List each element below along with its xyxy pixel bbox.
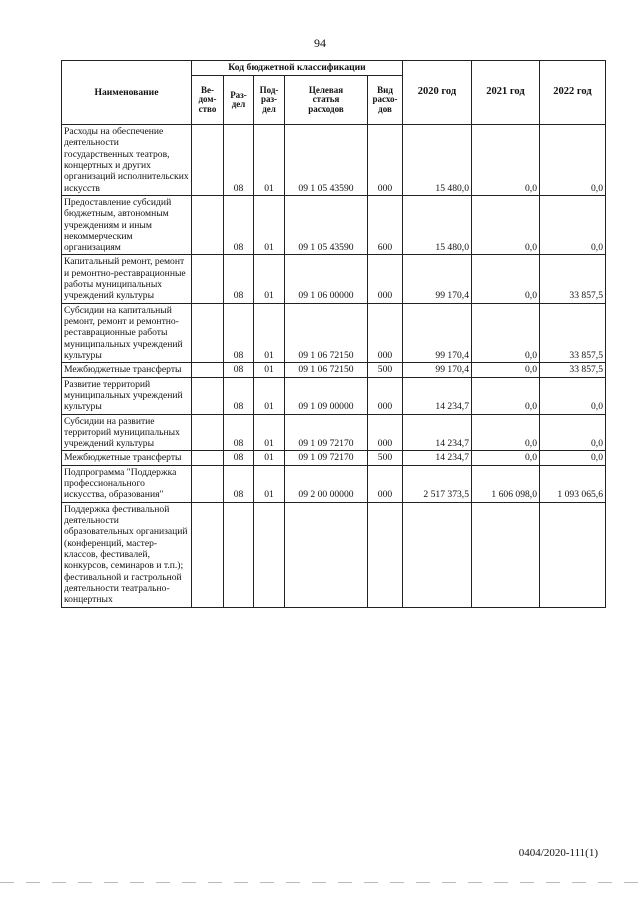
row-2022-cell: 33 857,5 (540, 255, 606, 303)
row-department-cell (192, 363, 224, 377)
row-2022-cell: 0,0 (540, 125, 606, 196)
header-year-2021: 2021 год (472, 61, 540, 125)
table-row (62, 303, 606, 363)
row-2022-cell: 0,0 (540, 451, 606, 465)
row-name-cell: Предоставление субсидий бюджетным, автономным учреждениям и иным некоммерческим организациям (62, 195, 192, 255)
row-expense-type-cell: 000 (368, 303, 403, 363)
row-target-cell: 09 1 09 72170 (285, 414, 368, 451)
row-2022-cell: 33 857,5 (540, 303, 606, 363)
row-name-cell: Межбюджетные трансферты (62, 451, 192, 465)
row-department-cell (192, 195, 224, 255)
row-2022-cell: 0,0 (540, 377, 606, 414)
row-expense-type-cell: 000 (368, 377, 403, 414)
row-expense-type-cell: 600 (368, 195, 403, 255)
row-2021-cell: 1 606 098,0 (472, 465, 540, 502)
row-2020-cell: 15 480,0 (403, 195, 472, 255)
row-expense-type-cell: 500 (368, 451, 403, 465)
row-department-cell (192, 465, 224, 502)
row-subsection-cell: 01 (254, 465, 285, 502)
row-2022-cell: 0,0 (540, 195, 606, 255)
table-row (62, 125, 606, 196)
row-2021-cell: 0,0 (472, 363, 540, 377)
row-2021-cell: 0,0 (472, 414, 540, 451)
row-target-cell: 09 1 06 72150 (285, 303, 368, 363)
row-2020-cell: 99 170,4 (403, 363, 472, 377)
table-row (62, 414, 606, 451)
row-department-cell (192, 451, 224, 465)
row-expense-type-cell: 000 (368, 255, 403, 303)
header-target: Целевая статья расходов (285, 76, 368, 125)
row-subsection-cell: 01 (254, 303, 285, 363)
scan-edge-marks (0, 882, 640, 883)
row-2021-cell: 0,0 (472, 195, 540, 255)
table-row (62, 377, 606, 414)
row-expense-type-cell: 000 (368, 414, 403, 451)
row-2022-cell: 1 093 065,6 (540, 465, 606, 502)
table-header (62, 61, 606, 125)
row-2022-cell (540, 502, 606, 607)
row-subsection-cell (254, 502, 285, 607)
budget-table (61, 60, 606, 608)
row-expense-type-cell: 000 (368, 125, 403, 196)
table-row (62, 465, 606, 502)
row-2020-cell: 14 234,7 (403, 377, 472, 414)
row-2022-cell: 33 857,5 (540, 363, 606, 377)
row-target-cell (285, 502, 368, 607)
header-section: Раз- дел (224, 76, 254, 125)
row-department-cell (192, 377, 224, 414)
row-2021-cell: 0,0 (472, 125, 540, 196)
row-department-cell (192, 125, 224, 196)
row-target-cell: 09 1 09 00000 (285, 377, 368, 414)
row-section-cell: 08 (224, 377, 254, 414)
row-expense-type-cell: 000 (368, 465, 403, 502)
document-code: 0404/2020-111(1) (518, 847, 598, 859)
row-name-cell: Субсидии на развитие территорий муниципальных учреждений культуры (62, 414, 192, 451)
row-subsection-cell: 01 (254, 414, 285, 451)
table-row (62, 502, 606, 607)
table-body (62, 125, 606, 608)
row-name-cell: Межбюджетные трансферты (62, 363, 192, 377)
row-section-cell: 08 (224, 255, 254, 303)
row-department-cell (192, 414, 224, 451)
table-row (62, 255, 606, 303)
row-2020-cell: 2 517 373,5 (403, 465, 472, 502)
row-2021-cell (472, 502, 540, 607)
row-section-cell: 08 (224, 414, 254, 451)
row-department-cell (192, 255, 224, 303)
row-subsection-cell: 01 (254, 125, 285, 196)
row-subsection-cell: 01 (254, 451, 285, 465)
header-name: Наименование (62, 61, 192, 125)
row-name-cell: Подпрограмма "Поддержка профессионального искусства, образования" (62, 465, 192, 502)
table-row (62, 451, 606, 465)
row-subsection-cell: 01 (254, 363, 285, 377)
row-subsection-cell: 01 (254, 195, 285, 255)
row-section-cell (224, 502, 254, 607)
row-name-cell: Поддержка фестивальной деятельности образовательных организаций (конференций, мастер-классов, фестивалей, конкурсов, семинаров и т.п.); фестивальной и гастрольной деятельности театрально-концертных (62, 502, 192, 607)
row-department-cell (192, 303, 224, 363)
row-2021-cell: 0,0 (472, 303, 540, 363)
table-row (62, 195, 606, 255)
row-expense-type-cell (368, 502, 403, 607)
row-name-cell: Развитие территорий муниципальных учреждений культуры (62, 377, 192, 414)
header-department: Ве- дом- ство (192, 76, 224, 125)
row-2020-cell: 99 170,4 (403, 303, 472, 363)
header-year-2022: 2022 год (540, 61, 606, 125)
row-target-cell: 09 1 05 43590 (285, 125, 368, 196)
row-section-cell: 08 (224, 195, 254, 255)
row-section-cell: 08 (224, 363, 254, 377)
row-target-cell: 09 1 06 72150 (285, 363, 368, 377)
row-2021-cell: 0,0 (472, 255, 540, 303)
row-target-cell: 09 2 00 00000 (285, 465, 368, 502)
header-kbk: Код бюджетной классификации (192, 61, 403, 76)
row-target-cell: 09 1 09 72170 (285, 451, 368, 465)
row-2020-cell: 14 234,7 (403, 451, 472, 465)
row-2021-cell: 0,0 (472, 377, 540, 414)
row-subsection-cell: 01 (254, 377, 285, 414)
row-2020-cell (403, 502, 472, 607)
row-section-cell: 08 (224, 451, 254, 465)
row-section-cell: 08 (224, 465, 254, 502)
page-number: 94 (314, 36, 326, 50)
row-target-cell: 09 1 05 43590 (285, 195, 368, 255)
row-name-cell: Капитальный ремонт, ремонт и ремонтно-реставрационные работы муниципальных учреждений культуры (62, 255, 192, 303)
header-subsection: Под- раз- дел (254, 76, 285, 125)
header-year-2020: 2020 год (403, 61, 472, 125)
row-department-cell (192, 502, 224, 607)
row-section-cell: 08 (224, 125, 254, 196)
table-row (62, 363, 606, 377)
row-2022-cell: 0,0 (540, 414, 606, 451)
row-2020-cell: 14 234,7 (403, 414, 472, 451)
row-expense-type-cell: 500 (368, 363, 403, 377)
row-subsection-cell: 01 (254, 255, 285, 303)
row-2021-cell: 0,0 (472, 451, 540, 465)
row-target-cell: 09 1 06 00000 (285, 255, 368, 303)
row-2020-cell: 15 480,0 (403, 125, 472, 196)
row-name-cell: Субсидии на капитальный ремонт, ремонт и ремонтно-реставрационные работы муниципальных учреждений культуры (62, 303, 192, 363)
row-2020-cell: 99 170,4 (403, 255, 472, 303)
row-name-cell: Расходы на обеспечение деятельности государственных театров, концертных и других организаций исполнительских искусств (62, 125, 192, 196)
row-section-cell: 08 (224, 303, 254, 363)
header-expense-type: Вид расхо- дов (368, 76, 403, 125)
